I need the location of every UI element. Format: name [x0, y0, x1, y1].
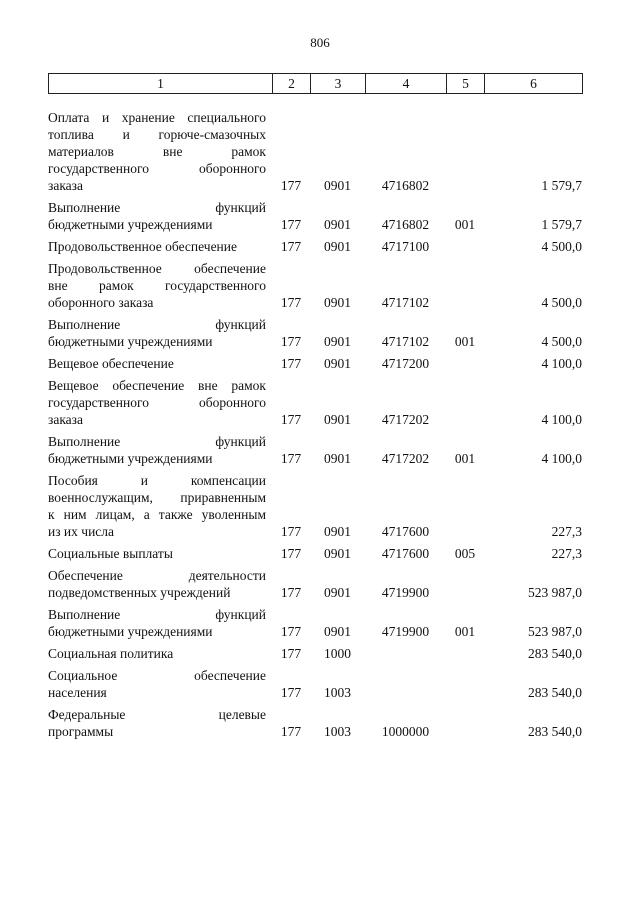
target-article-code: 4717202 [381, 451, 430, 466]
section-code: 0901 [324, 239, 351, 254]
amount: 1 579,7 [541, 178, 582, 193]
description-line: Социальное обеспечение [48, 668, 266, 683]
expense-type-code [446, 233, 484, 255]
description-line: вне рамок государственного [48, 278, 266, 293]
table-row [48, 467, 582, 540]
target-article-code: 4719900 [381, 585, 430, 600]
description-line: государственного оборонного [48, 395, 266, 410]
section-code: 0901 [324, 524, 351, 539]
ministry-code: 177 [280, 451, 302, 466]
amount: 283 540,0 [528, 646, 582, 661]
section-code: 0901 [324, 295, 351, 310]
row-description [48, 428, 272, 467]
description-line: Продовольственное обеспечение [48, 239, 237, 254]
ministry-code: 177 [280, 585, 302, 600]
description-line: Федеральные целевые [48, 707, 266, 722]
amount: 227,3 [551, 524, 582, 539]
ministry-code: 177 [280, 546, 302, 561]
budget-table [48, 104, 582, 740]
header-col-4: 4 [366, 74, 447, 94]
description-line: Продовольственное обеспечение [48, 261, 266, 276]
ministry-code: 177 [280, 295, 302, 310]
description-line: государственного оборонного [48, 161, 266, 176]
description-line: Оплата и хранение специального [48, 110, 266, 125]
expense-type-code [446, 255, 484, 311]
table-row [48, 562, 582, 601]
description-line: Пособия и компенсации [48, 473, 266, 488]
description-line: военнослужащим, приравненным [48, 490, 266, 505]
amount: 4 100,0 [541, 412, 582, 427]
table-row [48, 701, 582, 740]
expense-type-code [446, 350, 484, 372]
description-line: Выполнение функций [48, 200, 266, 215]
row-description [48, 540, 272, 562]
expense-type-code: 005 [454, 546, 476, 561]
expense-type-code [446, 104, 484, 194]
description-line: бюджетными учреждениями [48, 624, 213, 639]
table-row [48, 640, 582, 662]
row-description [48, 601, 272, 640]
amount: 283 540,0 [528, 685, 582, 700]
description-line: к ним лицам, а также уволенным [48, 507, 266, 522]
expense-type-code [446, 640, 484, 662]
expense-type-code [446, 467, 484, 540]
table-row [48, 350, 582, 372]
target-article-code: 4717600 [381, 546, 430, 561]
column-header-table [48, 73, 583, 94]
row-description [48, 255, 272, 311]
section-code: 0901 [324, 624, 351, 639]
amount: 227,3 [551, 546, 582, 561]
description-line: программы [48, 724, 114, 739]
ministry-code: 177 [280, 685, 302, 700]
row-description [48, 467, 272, 540]
header-row [49, 74, 583, 94]
target-article-code: 4717102 [381, 295, 430, 310]
description-line: бюджетными учреждениями [48, 334, 213, 349]
description-line: из их числа [48, 524, 115, 539]
description-line: Вещевое обеспечение [48, 356, 174, 371]
description-line: Вещевое обеспечение вне рамок [48, 378, 266, 393]
description-line: Социальная политика [48, 646, 174, 661]
expense-type-code [446, 701, 484, 740]
description-line: Социальные выплаты [48, 546, 173, 561]
target-article-code: 4717202 [381, 412, 430, 427]
expense-type-code [446, 662, 484, 701]
section-code: 1000 [324, 646, 351, 661]
table-row [48, 601, 582, 640]
section-code: 1003 [324, 724, 351, 739]
expense-type-code: 001 [454, 217, 476, 232]
amount: 4 100,0 [541, 451, 582, 466]
description-line: Выполнение функций [48, 434, 266, 449]
section-code: 0901 [324, 178, 351, 193]
expense-type-code: 001 [454, 451, 476, 466]
header-col-2: 2 [273, 74, 311, 94]
header-col-6: 6 [485, 74, 583, 94]
ministry-code: 177 [280, 524, 302, 539]
expense-type-code [446, 562, 484, 601]
page-number: 806 [310, 35, 330, 50]
table-row [48, 662, 582, 701]
target-article-code [365, 640, 446, 662]
target-article-code: 4719900 [381, 624, 430, 639]
table-row [48, 104, 582, 194]
description-line: бюджетными учреждениями [48, 451, 213, 466]
row-description [48, 350, 272, 372]
row-description [48, 104, 272, 194]
expense-type-code: 001 [454, 334, 476, 349]
ministry-code: 177 [280, 356, 302, 371]
ministry-code: 177 [280, 646, 302, 661]
target-article-code [365, 662, 446, 701]
table-row [48, 311, 582, 350]
row-description [48, 562, 272, 601]
section-code: 0901 [324, 334, 351, 349]
amount: 523 987,0 [528, 585, 582, 600]
description-line: топлива и горюче-смазочных [48, 127, 266, 142]
description-line: подведомственных учреждений [48, 585, 231, 600]
amount: 4 500,0 [541, 239, 582, 254]
amount: 283 540,0 [528, 724, 582, 739]
table-row [48, 428, 582, 467]
ministry-code: 177 [280, 239, 302, 254]
target-article-code: 4717600 [381, 524, 430, 539]
ministry-code: 177 [280, 724, 302, 739]
target-article-code: 4717102 [381, 334, 430, 349]
table-row [48, 540, 582, 562]
description-line: оборонного заказа [48, 295, 154, 310]
section-code: 0901 [324, 356, 351, 371]
header-col-3: 3 [311, 74, 366, 94]
description-line: населения [48, 685, 107, 700]
target-article-code: 1000000 [381, 724, 430, 739]
amount: 4 500,0 [541, 334, 582, 349]
row-description [48, 311, 272, 350]
row-description [48, 662, 272, 701]
table-row [48, 255, 582, 311]
ministry-code: 177 [280, 178, 302, 193]
description-line: Обеспечение деятельности [48, 568, 266, 583]
description-line: Выполнение функций [48, 607, 266, 622]
amount: 4 500,0 [541, 295, 582, 310]
header-col-5: 5 [447, 74, 485, 94]
expense-type-code [446, 372, 484, 428]
amount: 1 579,7 [541, 217, 582, 232]
target-article-code: 4716802 [381, 217, 430, 232]
section-code: 0901 [324, 217, 351, 232]
row-description [48, 701, 272, 740]
section-code: 0901 [324, 412, 351, 427]
table-row [48, 372, 582, 428]
amount: 4 100,0 [541, 356, 582, 371]
header-col-1: 1 [49, 74, 273, 94]
target-article-code: 4716802 [381, 178, 430, 193]
amount: 523 987,0 [528, 624, 582, 639]
description-line: заказа [48, 412, 83, 427]
table-row [48, 194, 582, 233]
description-line: Выполнение функций [48, 317, 266, 332]
section-code: 0901 [324, 546, 351, 561]
section-code: 0901 [324, 585, 351, 600]
table-row [48, 233, 582, 255]
section-code: 1003 [324, 685, 351, 700]
section-code: 0901 [324, 451, 351, 466]
row-description [48, 194, 272, 233]
row-description [48, 640, 272, 662]
target-article-code: 4717100 [381, 239, 430, 254]
ministry-code: 177 [280, 334, 302, 349]
description-line: бюджетными учреждениями [48, 217, 213, 232]
ministry-code: 177 [280, 624, 302, 639]
expense-type-code: 001 [454, 624, 476, 639]
ministry-code: 177 [280, 412, 302, 427]
description-line: материалов вне рамок [48, 144, 266, 159]
row-description [48, 372, 272, 428]
ministry-code: 177 [280, 217, 302, 232]
description-line: заказа [48, 178, 83, 193]
target-article-code: 4717200 [381, 356, 430, 371]
row-description [48, 233, 272, 255]
